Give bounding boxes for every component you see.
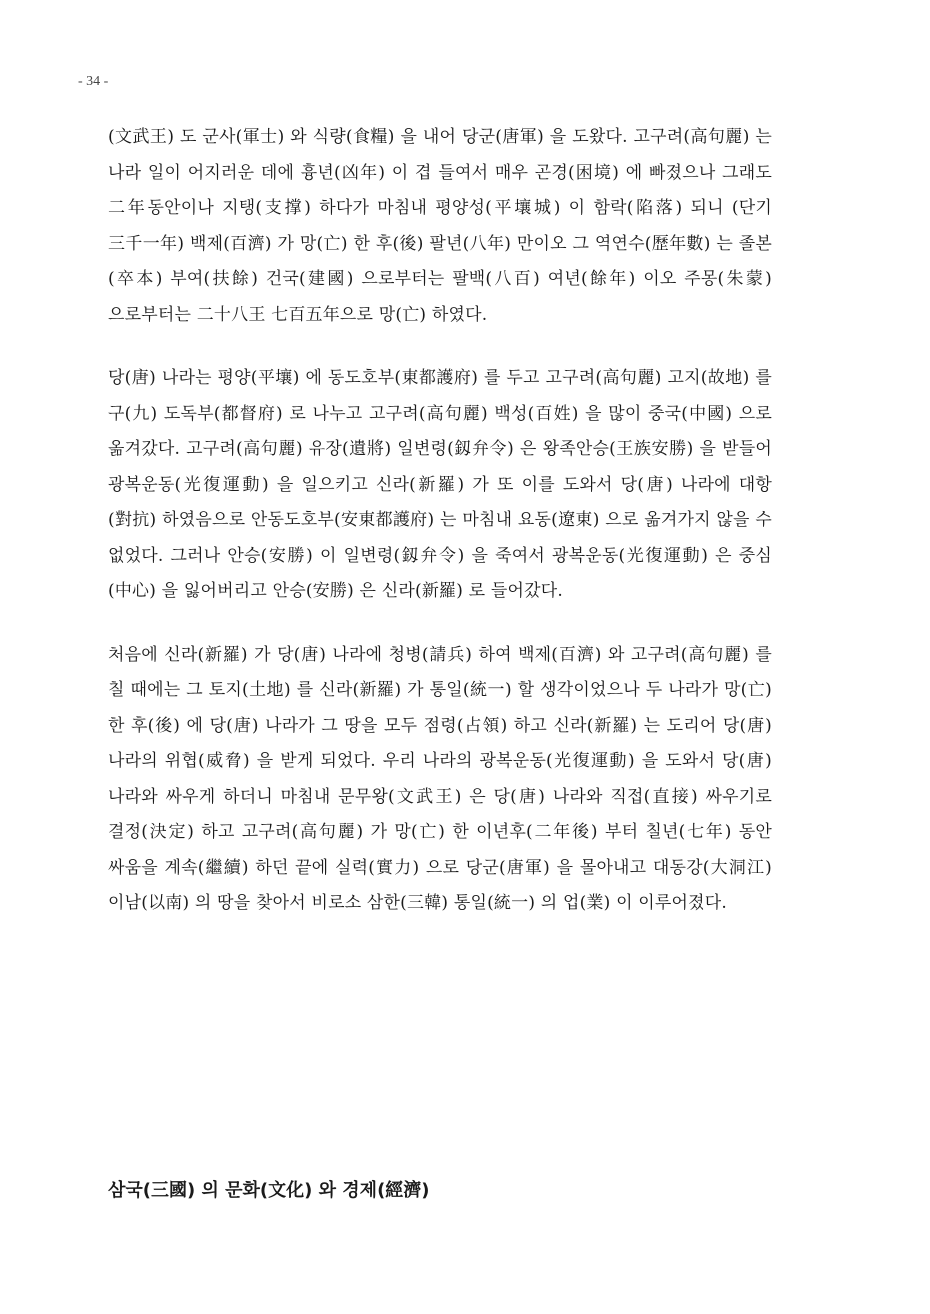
section-heading: 삼국(三國) 의 문화(文化) 와 경제(經濟) bbox=[108, 1180, 430, 1201]
paragraph-2: 당(唐) 나라는 평양(平壤) 에 동도호부(東都護府) 를 두고 고구려(高句麗) 고지(故地) 를 구(九) 도독부(都督府) 로 나누고 고구려(高句麗) 백성(百姓) 을 많이 중국(中國) 으로 옮겨갔다. 고구려(高句麗) 유장(遺將) 일변령(釼弁令) 은 왕족안승(王族安勝) 을 받들어 광복운동(光復運動) 을 일으키고 신라(新羅) 가 또 이를 도와서 당(唐) 나라에 대항(對抗) 하였음으로 안동도호부(安東都護府) 는 마침내 요동(遼東) 으로 옮겨가지 않을 수 없었다. 그러나 안승(安勝) 이 일변령(釼弁令) 을 죽여서 광복운동(光復運動) 은 중심(中心) 을 잃어버리고 안승(安勝) 은 신라(新羅) 로 들어갔다. bbox=[108, 368, 772, 601]
body-text bbox=[108, 120, 772, 950]
page-number: - 34 - bbox=[78, 74, 109, 89]
paragraph-3: 처음에 신라(新羅) 가 당(唐) 나라에 청병(請兵) 하여 백제(百濟) 와 고구려(高句麗) 를 칠 때에는 그 토지(土地) 를 신라(新羅) 가 통일(統一) 할 생각이었으나 두 나라가 망(亡) 한 후(後) 에 당(唐) 나라가 그 땅을 모두 점령(占領) 하고 신라(新羅) 는 도리어 당(唐) 나라의 위협(威脅) 을 받게 되었다. 우리 나라의 광복운동(光復運動) 을 도와서 당(唐) 나라와 싸우게 하더니 마침내 문무왕(文武王) 은 당(唐) 나라와 직접(直接) 싸우기로 결정(決定) 하고 고구려(高句麗) 가 망(亡) 한 이년후(二年後) 부터 칠년(七年) 동안 싸움을 계속(繼續) 하던 끝에 실력(實力) 으로 당군(唐軍) 을 몰아내고 대동강(大洞江) 이남(以南) 의 땅을 찾아서 비로소 삼한(三韓) 통일(統一) 의 업(業) 이 이루어졌다. bbox=[108, 644, 772, 913]
paragraph-1: (文武王) 도 군사(軍士) 와 식량(食糧) 을 내어 당군(唐軍) 을 도왔다. 고구려(高句麗) 는 나라 일이 어지러운 데에 흉년(凶年) 이 겹 들여서 매우 곤경(困境) 에 빠졌으나 그래도 二年동안이나 지탱(支撑) 하다가 마침내 평양성(平壤城) 이 함락(陷落) 되니 (단기 三千一年) 백제(百濟) 가 망(亡) 한 후(後) 팔년(八年) 만이오 그 역연수(歷年數) 는 졸본(卒本) 부여(扶餘) 건국(建國) 으로부터는 팔백(八百) 여년(餘年) 이오 주몽(朱蒙) 으로부터는 二十八王 七百五年으로 망(亡) 하였다. bbox=[108, 127, 772, 325]
